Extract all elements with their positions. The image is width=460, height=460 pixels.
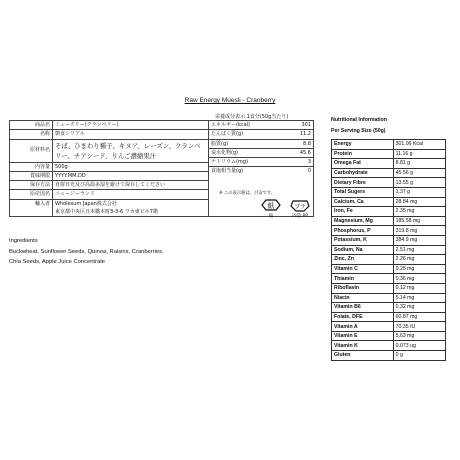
nutrient-name: Thiamin [332, 274, 394, 284]
nutrient-name: Folate, DFE [332, 312, 394, 322]
nutrition-facts-row [332, 322, 446, 332]
label-value: ミューズリー(クランベリー) [53, 121, 209, 130]
nutrient-value: 60.87 mg [393, 312, 445, 322]
nutrient-value: 11.16 g [393, 149, 445, 159]
paper-recycle-mark [257, 197, 285, 219]
label-nutrition-row [209, 167, 313, 175]
nutrition-facts-row [332, 264, 446, 274]
ingredients-section [9, 238, 164, 267]
label-nutrition-title: 栄養成分表示 1食分(50g当たり) [215, 114, 289, 120]
label-nutrition-row [209, 158, 313, 167]
label-nutrition-name: たんぱく質(g) [211, 131, 244, 138]
nutrition-facts-row [332, 197, 446, 207]
label-value: 直射日光及び高温多湿を避けて保存してください [53, 181, 209, 190]
nutrient-value: 45.56 g [393, 168, 445, 178]
nutrient-name: Vitamin C [332, 264, 394, 274]
plastic-recycle-label: 内袋 PP [292, 214, 308, 219]
nutrition-facts-row [332, 312, 446, 322]
nutrient-value: 0 g [393, 351, 445, 361]
label-key: 賞味期限 [10, 171, 53, 180]
nutrient-value: 301.06 Kcal [393, 140, 445, 150]
nutrient-value: 1.37 g [393, 187, 445, 197]
nutrient-value: 2.51 mg [393, 245, 445, 255]
nutrient-name: Dietary Fibre [332, 178, 394, 188]
nutrition-facts-row [332, 187, 446, 197]
nutrient-value: 0.073 ug [393, 341, 445, 351]
plastic-recycle-mark-text: プラ [294, 204, 306, 211]
nutrient-value: 2.26 mg [393, 255, 445, 265]
label-key: 内容量 [10, 162, 53, 171]
nutrition-facts-table [331, 139, 446, 361]
plastic-recycle-icon [289, 197, 311, 213]
label-value: Wholesum Japan株式会社 [53, 199, 209, 208]
label-value: 朝食シリアル [53, 130, 209, 139]
nutrition-facts-row [332, 159, 446, 169]
nutrient-value: 13.55 g [393, 178, 445, 188]
label-nutrition-row [209, 140, 313, 149]
nutrient-value: 5.63 mg [393, 331, 445, 341]
label-row [10, 121, 314, 130]
plastic-recycle-mark [286, 197, 314, 219]
paper-recycle-label: 箱 [268, 214, 274, 219]
label-nutrition-name: エネルギー(kcal) [211, 122, 250, 128]
label-nutrition-value: 0 [307, 168, 311, 175]
label-nutrition-name: 炭水化物(g) [211, 149, 239, 156]
paper-recycle-mark-text: 紙 [267, 202, 275, 210]
label-key: 保存方法 [10, 181, 53, 190]
nutrient-name: Vitamin B6 [332, 303, 394, 313]
product-title: Raw Energy Muesli - Cranberry [184, 97, 276, 104]
nutrient-name: Calcium, Ca [332, 197, 394, 207]
label-nutrition-row [209, 149, 313, 158]
nutrient-name: Vitamin K [332, 341, 394, 351]
nutrient-value: 0.36 mg [393, 274, 445, 284]
nutrient-name: Vitamin A [332, 322, 394, 332]
nutrition-facts-row [332, 331, 446, 341]
label-nutrition-row [209, 130, 313, 139]
ingredients-line: Chia Seeds, Apple Juice Concentrate [9, 259, 106, 265]
label-nutrition-value: 11.2 [299, 131, 311, 138]
nutrition-facts-row [332, 245, 446, 255]
nutrient-value: 319.8 mg [393, 226, 445, 236]
nutrition-facts-title: Nutritional Information [331, 117, 387, 123]
nutrition-facts-serving: Per Serving Size (50g) [331, 128, 386, 134]
label-nutrition-value: 45.6 [299, 149, 311, 156]
nutrient-value: 384.9 mg [393, 235, 445, 245]
nutrient-name: Sodium, Na [332, 245, 394, 255]
nutrient-name: Energy [332, 140, 394, 150]
nutrient-value: 185.58 mg [393, 216, 445, 226]
label-key: 輸入者 [10, 199, 53, 217]
nutrient-name: Gluten [332, 351, 394, 361]
nutrition-facts-row [332, 178, 446, 188]
nutrition-facts-row [332, 255, 446, 265]
label-nutrition-name: 脂質(g) [211, 140, 229, 147]
nutrient-name: Total Sugers [332, 187, 394, 197]
nutrition-facts-row [332, 140, 446, 150]
label-nutrition-value: 8.8 [303, 140, 311, 147]
ingredients-title: Ingredients [9, 238, 38, 244]
nutrition-facts-row [332, 207, 446, 217]
nutrient-name: Niacin [332, 293, 394, 303]
label-value: 東京都中央区日本橋本町3-3-6 ワカ東ビル7階 [53, 208, 209, 217]
nutrient-name: Iron, Fe [332, 207, 394, 217]
nutrient-name: Potassium, K [332, 235, 394, 245]
nutrient-value: 70.35 IU [393, 322, 445, 332]
label-nutrition-note: ※ この表示値は、目安です。 [219, 191, 276, 196]
label-value: 500g [53, 162, 209, 171]
nutrient-name: Magnesium, Mg [332, 216, 394, 226]
nutrient-name: Carbohydrate [332, 168, 394, 178]
nutrient-value: 0.12 mg [393, 283, 445, 293]
nutrition-facts-row [332, 274, 446, 284]
nutrient-name: Riboflavin [332, 283, 394, 293]
nutrition-facts-row [332, 341, 446, 351]
nutrient-value: 8.81 g [393, 159, 445, 169]
nutrition-facts-row [332, 283, 446, 293]
nutrition-facts-row [332, 235, 446, 245]
label-nutrition-value: 301 [301, 122, 311, 128]
nutrition-facts-row [332, 351, 446, 361]
nutrient-name: Zinc, Zn [332, 255, 394, 265]
label-value: YYYY.MM.DD [53, 171, 209, 180]
nutrition-facts-row [332, 293, 446, 303]
label-nutrition-row [209, 121, 313, 130]
nutrient-name: Phosphorus, P [332, 226, 394, 236]
nutrient-value: 0.25 mg [393, 264, 445, 274]
nutrition-facts-row [332, 303, 446, 313]
label-key: 原材料名 [10, 139, 53, 162]
nutrition-facts-row [332, 168, 446, 178]
nutrition-facts-row [332, 226, 446, 236]
label-key: 名称 [10, 130, 53, 139]
nutrient-name: Vitamin E [332, 331, 394, 341]
label-key: 原産国名 [10, 190, 53, 199]
nutrient-name: Protein [332, 149, 394, 159]
nutrient-value: 0.32 mg [393, 303, 445, 313]
label-nutrition-list [209, 121, 313, 176]
label-value: ニュージーランド [53, 190, 209, 199]
nutrient-value: 28.84 mg [393, 197, 445, 207]
label-nutrition-name: 食塩相当量(g) [211, 168, 244, 175]
nutrition-facts-header [331, 115, 387, 137]
ingredients-line: Buckwheat, Sunflower Seeds, Quinoa, Raisins, Cranberries, [9, 249, 164, 255]
label-key: 商品名 [10, 121, 53, 130]
nutrition-facts-row [332, 216, 446, 226]
label-nutrition-name: ナトリウム(mg) [211, 159, 248, 166]
label-nutrition-value: 3 [307, 159, 311, 166]
nutrition-facts-row [332, 149, 446, 159]
paper-recycle-icon [260, 197, 282, 213]
nutrient-value: 2.35 mg [393, 207, 445, 217]
label-value: そば、ひまわり種子、キヌア、レーズン、クランベリー、チアシード、りんご濃縮果汁 [53, 139, 209, 162]
nutrient-value: 5.14 mg [393, 293, 445, 303]
nutrient-name: Omega Fat [332, 159, 394, 169]
